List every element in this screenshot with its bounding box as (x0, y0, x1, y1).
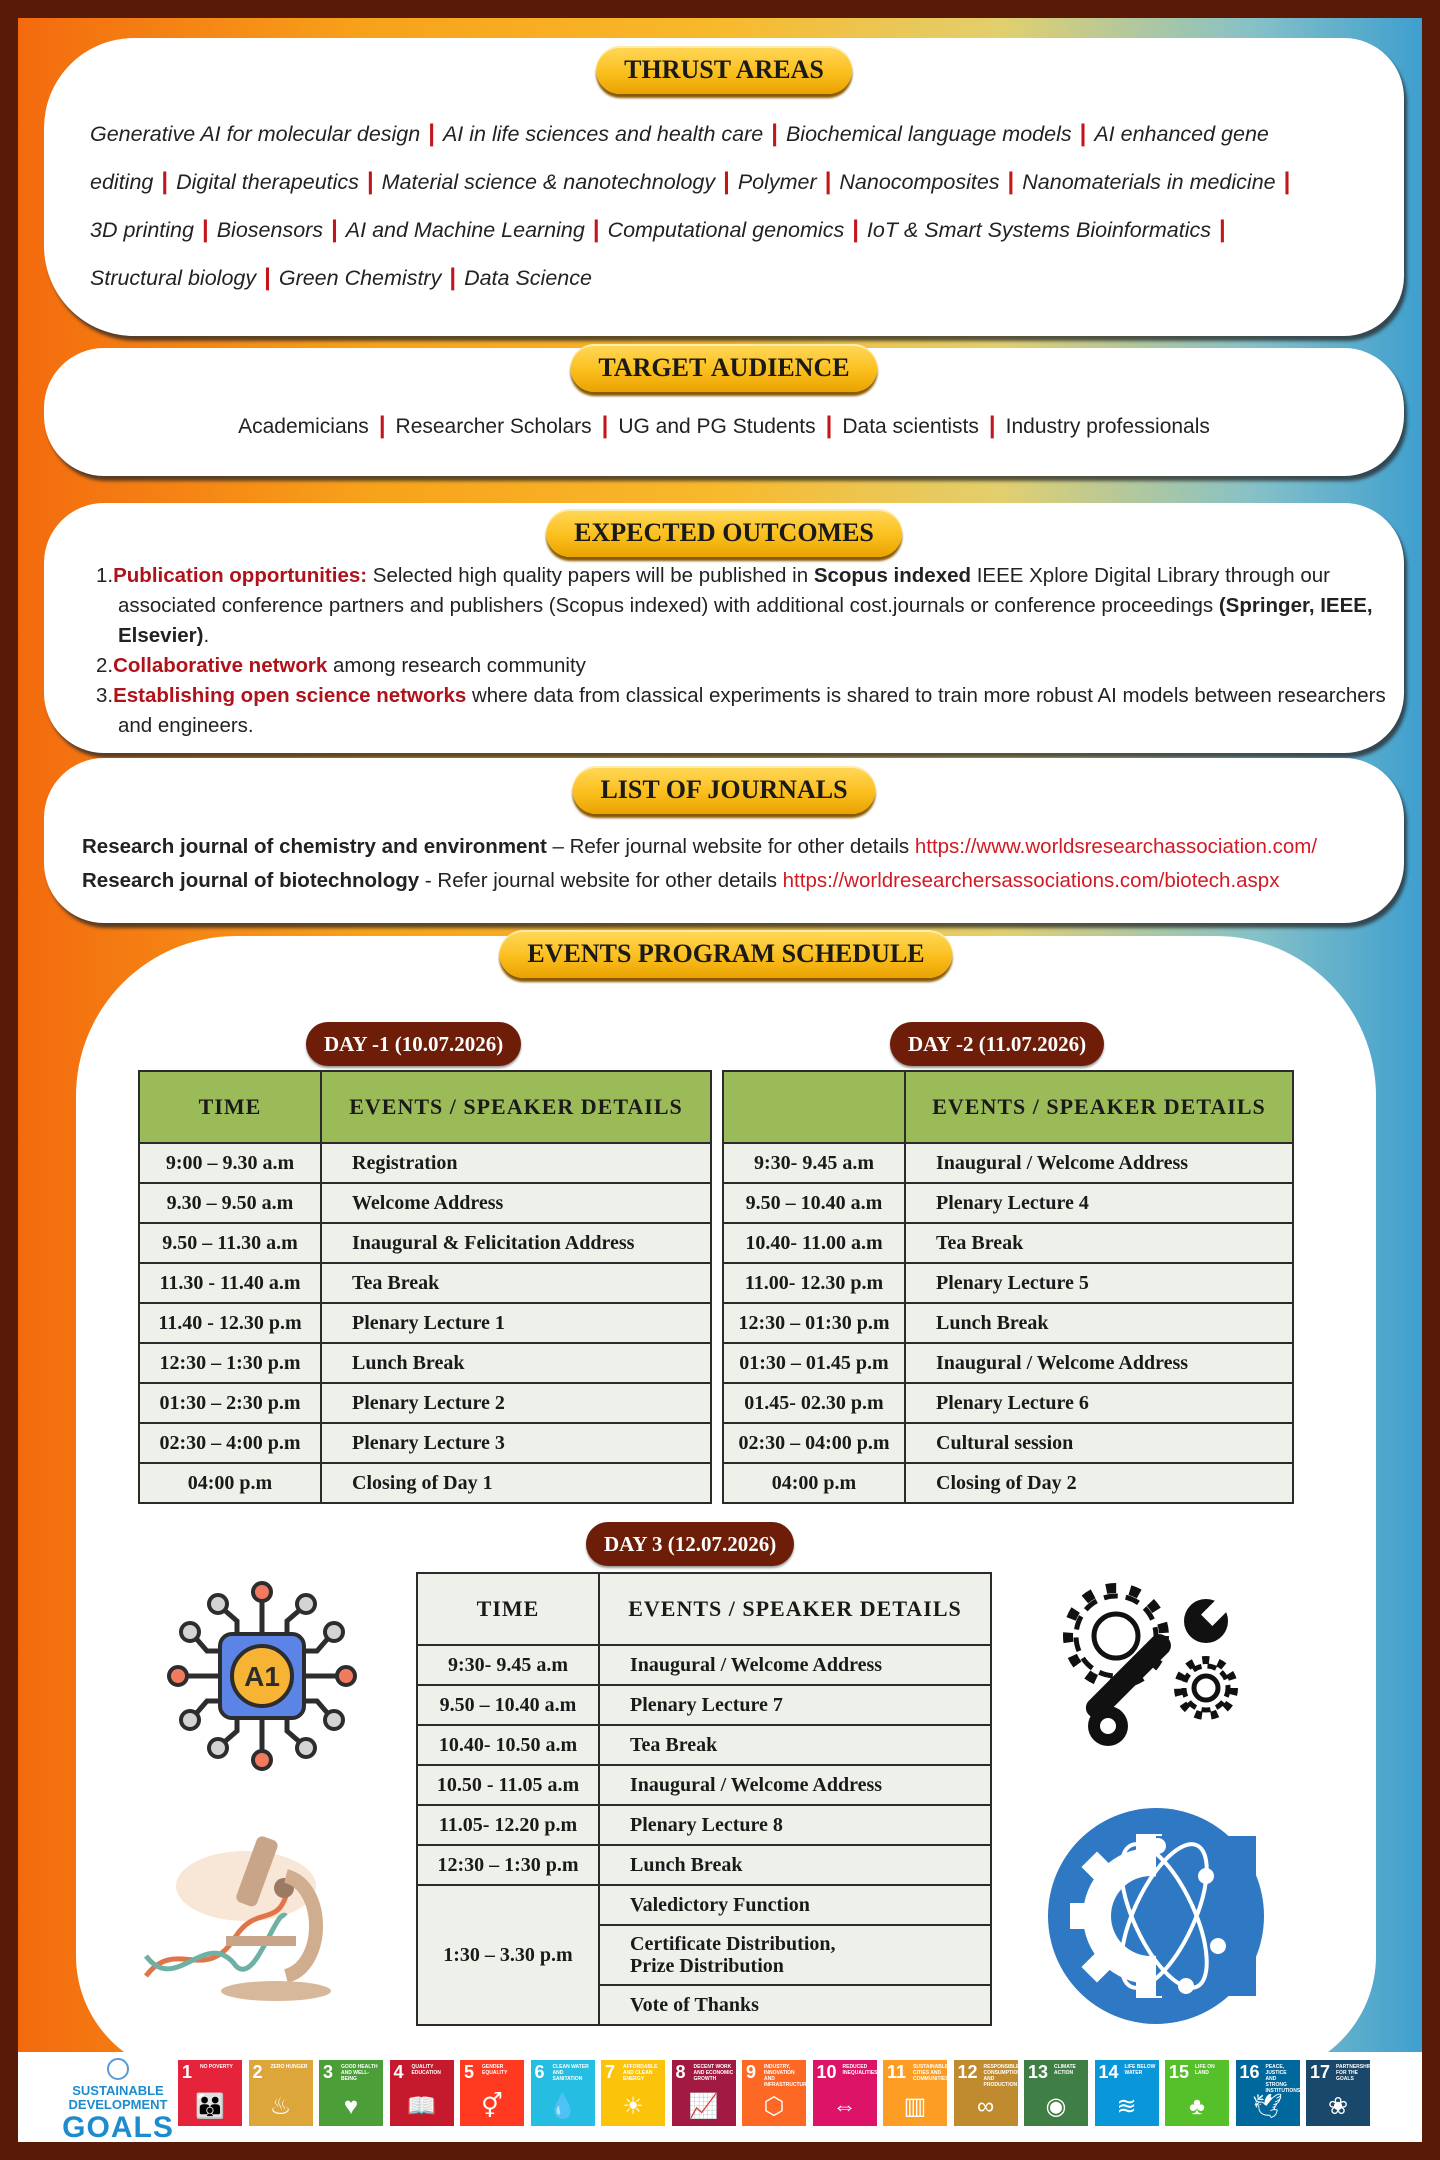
outcome-highlight: Collaborative network (113, 654, 328, 677)
outcome-bold: Scopus indexed (813, 564, 972, 587)
event-cell: Lunch Break (321, 1343, 711, 1383)
poster (18, 18, 1422, 2142)
event-cell: Plenary Lecture 7 (599, 1685, 991, 1725)
outcome-bold: (Springer, IEEE, Elsevier) (118, 594, 1373, 647)
event-cell: Registration (321, 1143, 711, 1183)
sdg-goal-icon: 👪 (195, 2093, 225, 2120)
table-row (417, 1645, 991, 1685)
journal-link[interactable]: https://worldresearchersassociations.com/biotech.aspx (782, 869, 1280, 892)
thrust-area-item: AI and Machine Learning (345, 218, 585, 242)
sdg-goal-icon: ⚥ (481, 2093, 503, 2120)
time-cell: 9.50 – 10.40 a.m (417, 1685, 599, 1725)
separator: | (1007, 168, 1015, 195)
time-cell: 01.45- 02.30 p.m (723, 1383, 905, 1423)
thrust-areas-list (90, 110, 1364, 302)
sdg-goal-number: 8 (675, 2062, 686, 2082)
audience-item: Industry professionals (1005, 415, 1210, 438)
thrust-areas-title: THRUST AREAS (596, 46, 852, 94)
separator: | (331, 216, 338, 243)
sdg-goal-number: 16 (1239, 2062, 1260, 2082)
col-time-header: TIME (139, 1071, 321, 1143)
sdg-goal-tile (1236, 2060, 1300, 2126)
table-row (139, 1343, 711, 1383)
sdg-goal-label: GENDER EQUALITY (482, 2064, 508, 2076)
table-row (723, 1343, 1293, 1383)
time-cell: 10.50 - 11.05 a.m (417, 1765, 599, 1805)
sdg-goal-icon: ❀ (1327, 2093, 1349, 2120)
event-cell: Inaugural / Welcome Address (599, 1645, 991, 1685)
time-cell: 9:00 – 9.30 a.m (139, 1143, 321, 1183)
sdg-logo (58, 2058, 178, 2142)
table-header-row (417, 1573, 991, 1645)
journal-item (82, 864, 1400, 898)
journals-title: LIST OF JOURNALS (572, 766, 875, 814)
sdg-goal-label: PARTNERSHIPS FOR THE GOALS (1336, 2064, 1375, 2082)
sdg-goal-label: ZERO HUNGER (270, 2064, 308, 2070)
thrust-area-item: Generative AI for molecular design (90, 122, 421, 146)
sdg-goal-icon: ♨ (269, 2093, 292, 2120)
separator: | (1079, 120, 1087, 147)
separator: | (1219, 216, 1226, 243)
event-cell: Plenary Lecture 3 (321, 1423, 711, 1463)
sdg-goal-icon: ∞ (976, 2093, 995, 2120)
event-cell: Inaugural / Welcome Address (905, 1343, 1293, 1383)
col-time-header (723, 1071, 905, 1143)
col-events-header: EVENTS / SPEAKER DETAILS (905, 1071, 1293, 1143)
day3-label: DAY 3 (12.07.2026) (586, 1522, 794, 1566)
journal-note: Refer journal website for other details (437, 869, 783, 892)
day2-label: DAY -2 (11.07.2026) (890, 1022, 1104, 1066)
thrust-area-item: Material science & nanotechnology (381, 170, 716, 194)
event-cell: Plenary Lecture 8 (599, 1805, 991, 1845)
table-row (139, 1183, 711, 1223)
outcome-highlight: Publication opportunities: (113, 564, 368, 587)
sdg-goal-tile (883, 2060, 947, 2126)
event-cell: Tea Break (905, 1223, 1293, 1263)
sdg-goal-tile (178, 2060, 242, 2126)
sdg-bar (18, 2052, 1422, 2142)
separator: | (825, 412, 833, 439)
event-line: Certificate Distribution, (630, 1933, 836, 1955)
sdg-goal-icon: 🕊 (1252, 2093, 1283, 2120)
day2-table (722, 1070, 1294, 1504)
separator: | (1283, 168, 1291, 195)
separator: | (161, 168, 169, 195)
sdg-goal-icon: ⇔ (832, 2093, 857, 2120)
time-cell: 12:30 – 1:30 p.m (139, 1343, 321, 1383)
time-cell: 9:30- 9.45 a.m (417, 1645, 599, 1685)
table-row (139, 1423, 711, 1463)
time-cell: 01:30 – 2:30 p.m (139, 1383, 321, 1423)
un-emblem-icon (107, 2058, 129, 2080)
audience-item: Academicians (238, 415, 369, 438)
table-row (723, 1223, 1293, 1263)
ai-chip-icon (162, 1576, 362, 1776)
event-cell: Plenary Lecture 5 (905, 1263, 1293, 1303)
event-cell: Plenary Lecture 1 (321, 1303, 711, 1343)
sdg-goal-number: 13 (1028, 2062, 1049, 2082)
event-cell: Inaugural / Welcome Address (905, 1143, 1293, 1183)
col-events-header: EVENTS / SPEAKER DETAILS (321, 1071, 711, 1143)
sdg-goal-label: GOOD HEALTH AND WELL-BEING (341, 2064, 378, 2082)
separator: | (264, 264, 271, 291)
sdg-goal-label: PEACE, JUSTICE AND STRONG INSTITUTIONS (1265, 2064, 1301, 2094)
sdg-logo-line2: DEVELOPMENT (68, 2097, 168, 2112)
sdg-goal-number: 1 (182, 2062, 193, 2082)
sdg-goal-label: QUALITY EDUCATION (411, 2064, 441, 2076)
thrust-areas-card (44, 38, 1404, 336)
table-row (417, 1685, 991, 1725)
table-row (723, 1423, 1293, 1463)
event-line: Prize Distribution (630, 1955, 784, 1977)
sdg-goal-number: 10 (816, 2062, 837, 2082)
thrust-area-item: Biochemical language models (785, 122, 1072, 146)
sdg-goal-tile (319, 2060, 383, 2126)
separator: | (601, 412, 609, 439)
schedule-card (76, 936, 1376, 2076)
sdg-goal-number: 2 (252, 2062, 263, 2082)
thrust-area-item: 3D printing (90, 218, 194, 242)
sdg-goal-tile (601, 2060, 665, 2126)
day1-table (138, 1070, 712, 1504)
sdg-goal-number: 7 (605, 2062, 616, 2082)
outcome-text: . (203, 624, 210, 647)
table-row (417, 1805, 991, 1845)
time-cell: 02:30 – 04:00 p.m (723, 1423, 905, 1463)
separator: | (824, 168, 832, 195)
dna-microscope-icon (136, 1816, 336, 2006)
separator: | (201, 216, 209, 243)
table-row (139, 1223, 711, 1263)
sdg-goal-number: 4 (393, 2062, 404, 2082)
table-row (139, 1383, 711, 1423)
target-audience-list (44, 412, 1404, 440)
time-cell: 11.05- 12.20 p.m (417, 1805, 599, 1845)
sdg-goal-tile (813, 2060, 877, 2126)
sdg-goal-number: 12 (957, 2062, 978, 2082)
table-row (139, 1263, 711, 1303)
sdg-goal-label: CLIMATE ACTION (1054, 2064, 1076, 2076)
sdg-logo-line3: GOALS (62, 2111, 174, 2142)
sdg-goal-label: DECENT WORK AND ECONOMIC GROWTH (693, 2064, 734, 2082)
sdg-goal-number: 14 (1098, 2062, 1119, 2082)
day3-table (416, 1572, 992, 2026)
journal-dash: – (546, 835, 570, 858)
time-cell: 1:30 – 3.30 p.m (417, 1885, 599, 2025)
outcome-text: where data from classical experiments is shared to train more robust AI models between researchers and engineers. (118, 684, 1386, 737)
event-cell: Plenary Lecture 4 (905, 1183, 1293, 1223)
sdg-goal-icon: 💧 (547, 2093, 578, 2120)
table-row (417, 1725, 991, 1765)
sdg-goal-number: 15 (1169, 2062, 1190, 2082)
separator: | (723, 168, 730, 195)
event-cell: Inaugural & Felicitation Address (321, 1223, 711, 1263)
sdg-goal-icon: 📈 (688, 2093, 719, 2120)
expected-outcomes-title: EXPECTED OUTCOMES (546, 509, 902, 557)
sdg-goal-icon: ▥ (903, 2093, 927, 2120)
sdg-goal-label: LIFE ON LAND (1195, 2064, 1215, 2076)
target-audience-card (44, 348, 1404, 476)
table-row (723, 1183, 1293, 1223)
sdg-goal-icon: ⬡ (763, 2093, 785, 2120)
sdg-goal-tile (531, 2060, 595, 2126)
journal-dash: - (419, 869, 438, 892)
outcomes-list (94, 561, 1390, 741)
time-cell: 9.50 – 10.40 a.m (723, 1183, 905, 1223)
table-row (723, 1463, 1293, 1503)
audience-item: UG and PG Students (618, 415, 816, 438)
sdg-goal-label: LIFE BELOW WATER (1124, 2064, 1156, 2076)
table-row (723, 1303, 1293, 1343)
event-cell: Inaugural / Welcome Address (599, 1765, 991, 1805)
separator: | (378, 412, 386, 439)
separator: | (771, 120, 778, 147)
journal-item (82, 830, 1400, 864)
sdg-logo-line1: SUSTAINABLE (72, 2083, 164, 2098)
target-audience-title: TARGET AUDIENCE (570, 344, 877, 392)
ai-chip-text: A1 (244, 1661, 280, 1692)
outcome-text: among research community (327, 654, 586, 677)
journals-list (82, 830, 1400, 898)
event-cell: Welcome Address (321, 1183, 711, 1223)
sdg-goal-number: 3 (323, 2062, 334, 2082)
table-row (417, 1765, 991, 1805)
outcome-item (96, 561, 1390, 651)
table-header-row (723, 1071, 1293, 1143)
sdg-goal-label: RESPONSIBLE CONSUMPTION AND PRODUCTION (983, 2064, 1021, 2088)
col-time-header: TIME (417, 1573, 599, 1645)
separator: | (592, 216, 600, 243)
outcome-text: IEEE Xplore Digital Library through our associated conference partners and publishers (Scopus indexed) with additional cost.journals or conference proceedings (118, 564, 1330, 617)
event-cell (599, 1925, 991, 1985)
event-cell: Valedictory Function (599, 1885, 991, 1925)
separator: | (449, 264, 457, 291)
sdg-goal-icon: ♥ (343, 2093, 359, 2120)
outcome-item (96, 651, 1390, 681)
sdg-goal-label: SUSTAINABLE CITIES AND COMMUNITIES (913, 2064, 949, 2082)
journal-link[interactable]: https://www.worldsresearchassociation.com/ (914, 835, 1318, 858)
sdg-goal-tile (460, 2060, 524, 2126)
event-cell: Lunch Break (599, 1845, 991, 1885)
audience-item: Data scientists (842, 415, 979, 438)
thrust-area-item: AI enhanced gene editing (90, 122, 1269, 194)
time-cell: 10.40- 10.50 a.m (417, 1725, 599, 1765)
sdg-goal-number: 17 (1310, 2062, 1331, 2082)
sdg-goal-label: INDUSTRY, INNOVATION AND INFRASTRUCTURE (764, 2064, 811, 2088)
sdg-goal-tile (390, 2060, 454, 2126)
table-row (417, 1885, 991, 1925)
time-cell: 9:30- 9.45 a.m (723, 1143, 905, 1183)
time-cell: 04:00 p.m (723, 1463, 905, 1503)
sdg-goal-tile (672, 2060, 736, 2126)
sdg-goal-number: 9 (746, 2062, 757, 2082)
sdg-goal-tile (1165, 2060, 1229, 2126)
outcome-highlight: Establishing open science networks (113, 684, 467, 707)
event-cell: Closing of Day 1 (321, 1463, 711, 1503)
event-cell: Plenary Lecture 2 (321, 1383, 711, 1423)
sdg-goal-tile (1024, 2060, 1088, 2126)
outcome-number: 3. (96, 684, 114, 707)
time-cell: 04:00 p.m (139, 1463, 321, 1503)
event-cell: Vote of Thanks (599, 1985, 991, 2025)
outcome-number: 2. (96, 654, 114, 677)
thrust-area-item: Green Chemistry (278, 266, 442, 290)
audience-item: Researcher Scholars (395, 415, 592, 438)
thrust-area-item: Digital therapeutics (176, 170, 359, 194)
sdg-goal-tile (249, 2060, 313, 2126)
outcome-number: 1. (96, 564, 114, 587)
gear-wrench-icon (1056, 1576, 1256, 1756)
table-row (723, 1383, 1293, 1423)
day1-label: DAY -1 (10.07.2026) (306, 1022, 521, 1066)
sdg-goal-icon: ☀ (622, 2093, 644, 2120)
separator: | (852, 216, 859, 243)
time-cell: 9.30 – 9.50 a.m (139, 1183, 321, 1223)
separator: | (428, 120, 435, 147)
table-row (723, 1263, 1293, 1303)
schedule-title: EVENTS PROGRAM SCHEDULE (499, 930, 952, 978)
table-row (723, 1143, 1293, 1183)
journals-card (44, 758, 1404, 923)
sdg-goal-label: NO POVERTY (200, 2064, 233, 2070)
time-cell: 11.30 - 11.40 a.m (139, 1263, 321, 1303)
expected-outcomes-card (44, 503, 1404, 753)
outcome-item (96, 681, 1390, 741)
event-cell: Cultural session (905, 1423, 1293, 1463)
table-row (417, 1845, 991, 1885)
event-cell: Tea Break (599, 1725, 991, 1765)
time-cell: 11.00- 12.30 p.m (723, 1263, 905, 1303)
sdg-goal-icon: ♣ (1189, 2093, 1205, 2120)
sdg-goal-number: 5 (464, 2062, 475, 2082)
event-cell: Plenary Lecture 6 (905, 1383, 1293, 1423)
time-cell: 01:30 – 01.45 p.m (723, 1343, 905, 1383)
journal-name: Research journal of chemistry and environment (82, 835, 547, 858)
separator: | (988, 412, 996, 439)
sdg-goal-icon: ◉ (1045, 2093, 1067, 2120)
table-header-row (139, 1071, 711, 1143)
outcome-text: Selected high quality papers will be published in (367, 564, 814, 587)
gear-atom-icon (1046, 1806, 1266, 2026)
table-row (139, 1303, 711, 1343)
sdg-goal-tile (954, 2060, 1021, 2126)
sdg-goal-tile (1095, 2060, 1159, 2126)
time-cell: 11.40 - 12.30 p.m (139, 1303, 321, 1343)
thrust-area-item: Structural biology (90, 266, 257, 290)
event-cell: Lunch Break (905, 1303, 1293, 1343)
time-cell: 12:30 – 01:30 p.m (723, 1303, 905, 1343)
sdg-goal-label: REDUCED INEQUALITIES (842, 2064, 878, 2076)
thrust-area-item: Computational genomics (607, 218, 845, 242)
sdg-goal-tile (742, 2060, 811, 2126)
time-cell: 02:30 – 4:00 p.m (139, 1423, 321, 1463)
journal-name: Research journal of biotechnology (82, 869, 420, 892)
sdg-goal-number: 11 (887, 2062, 907, 2082)
table-row (139, 1463, 711, 1503)
sdg-goal-icon: ≋ (1116, 2093, 1137, 2120)
sdg-goal-label: AFFORDABLE AND CLEAN ENERGY (623, 2064, 658, 2082)
time-cell: 10.40- 11.00 a.m (723, 1223, 905, 1263)
thrust-area-item: Polymer (737, 170, 817, 194)
time-cell: 9.50 – 11.30 a.m (139, 1223, 321, 1263)
thrust-area-item: Nanomaterials in medicine (1022, 170, 1276, 194)
journal-note: Refer journal website for other details (569, 835, 915, 858)
separator: | (366, 168, 374, 195)
table-row (139, 1143, 711, 1183)
event-cell: Closing of Day 2 (905, 1463, 1293, 1503)
event-cell: Tea Break (321, 1263, 711, 1303)
thrust-area-item: Nanocomposites (839, 170, 1000, 194)
sdg-goal-label: CLEAN WATER AND SANITATION (552, 2064, 589, 2082)
thrust-area-item: Biosensors (216, 218, 324, 242)
sdg-goal-number: 6 (534, 2062, 545, 2082)
col-events-header: EVENTS / SPEAKER DETAILS (599, 1573, 991, 1645)
sdg-goal-icon: 📖 (406, 2093, 437, 2120)
time-cell: 12:30 – 1:30 p.m (417, 1845, 599, 1885)
sdg-goal-tile (1306, 2060, 1375, 2126)
thrust-area-item: AI in life sciences and health care (442, 122, 764, 146)
thrust-area-item: Data Science (464, 266, 592, 290)
thrust-area-item: IoT & Smart Systems Bioinformatics (866, 218, 1212, 242)
